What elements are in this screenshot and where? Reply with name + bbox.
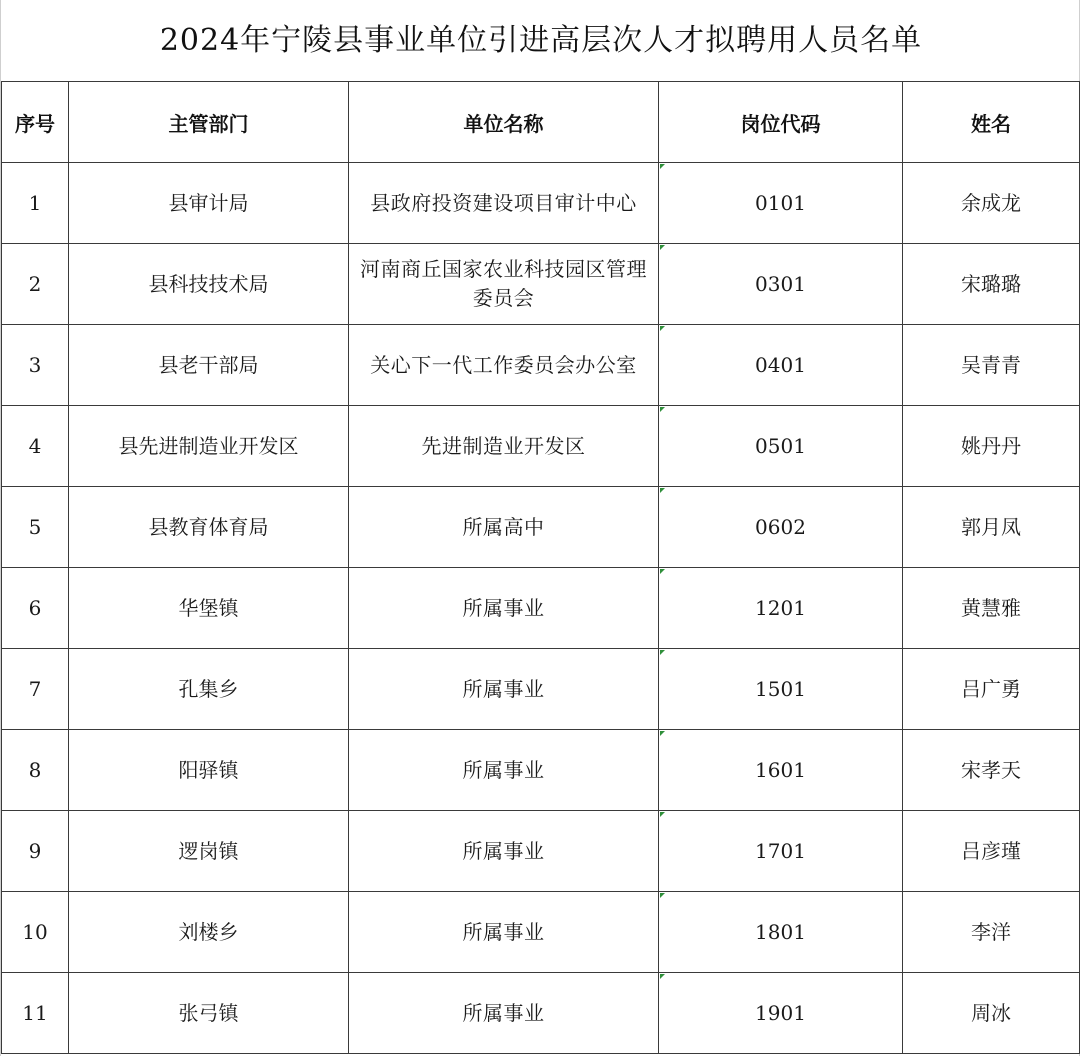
cell-seq: 1: [2, 163, 69, 244]
cell-dept: 县先进制造业开发区: [69, 406, 349, 487]
table-header-row: [2, 82, 1080, 163]
cell-dept: 孔集乡: [69, 649, 349, 730]
header-unit: 单位名称: [349, 82, 659, 163]
cell-code: 0602: [659, 487, 903, 568]
cell-code: 0301: [659, 244, 903, 325]
cell-code: 0101: [659, 163, 903, 244]
document-title: 2024年宁陵县事业单位引进高层次人才拟聘用人员名单: [159, 23, 923, 58]
header-name: 姓名: [903, 82, 1080, 163]
cell-unit: 所属事业: [349, 973, 659, 1054]
table-row: [2, 244, 1080, 325]
cell-dept: 县科技技术局: [69, 244, 349, 325]
cell-dept: 张弓镇: [69, 973, 349, 1054]
cell-code: 1501: [659, 649, 903, 730]
cell-code: 1901: [659, 973, 903, 1054]
table-row: [2, 487, 1080, 568]
cell-unit: 先进制造业开发区: [349, 406, 659, 487]
cell-name: 吴青青: [903, 325, 1080, 406]
cell-seq: 5: [2, 487, 69, 568]
cell-seq: 9: [2, 811, 69, 892]
cell-seq: 3: [2, 325, 69, 406]
cell-name: 郭月凤: [903, 487, 1080, 568]
cell-unit: 所属事业: [349, 568, 659, 649]
hiring-roster-table: [1, 81, 1080, 1054]
cell-unit: 所属事业: [349, 892, 659, 973]
table-row: [2, 325, 1080, 406]
cell-unit: 河南商丘国家农业科技园区管理委员会: [349, 244, 659, 325]
cell-dept: 县老干部局: [69, 325, 349, 406]
cell-unit: 所属事业: [349, 811, 659, 892]
cell-dept: 县审计局: [69, 163, 349, 244]
cell-dept: 逻岗镇: [69, 811, 349, 892]
cell-unit: 县政府投资建设项目审计中心: [349, 163, 659, 244]
cell-unit: 所属事业: [349, 649, 659, 730]
cell-seq: 8: [2, 730, 69, 811]
header-dept: 主管部门: [69, 82, 349, 163]
header-seq: 序号: [2, 82, 69, 163]
cell-name: 余成龙: [903, 163, 1080, 244]
table-row: [2, 892, 1080, 973]
cell-code: 1601: [659, 730, 903, 811]
cell-seq: 11: [2, 973, 69, 1054]
cell-code: 0501: [659, 406, 903, 487]
cell-unit: 所属事业: [349, 730, 659, 811]
cell-code: 1801: [659, 892, 903, 973]
cell-unit: 关心下一代工作委员会办公室: [349, 325, 659, 406]
cell-dept: 刘楼乡: [69, 892, 349, 973]
table-row: [2, 811, 1080, 892]
cell-seq: 10: [2, 892, 69, 973]
cell-name: 宋孝天: [903, 730, 1080, 811]
cell-dept: 华堡镇: [69, 568, 349, 649]
cell-seq: 6: [2, 568, 69, 649]
cell-seq: 4: [2, 406, 69, 487]
header-code: 岗位代码: [659, 82, 903, 163]
cell-dept: 县教育体育局: [69, 487, 349, 568]
cell-code: 1701: [659, 811, 903, 892]
cell-seq: 7: [2, 649, 69, 730]
cell-name: 吕彦瑾: [903, 811, 1080, 892]
table-row: [2, 406, 1080, 487]
cell-unit: 所属高中: [349, 487, 659, 568]
cell-name: 姚丹丹: [903, 406, 1080, 487]
table-row: [2, 163, 1080, 244]
cell-name: 宋璐璐: [903, 244, 1080, 325]
cell-dept: 阳驿镇: [69, 730, 349, 811]
cell-code: 1201: [659, 568, 903, 649]
cell-name: 黄慧雅: [903, 568, 1080, 649]
cell-code: 0401: [659, 325, 903, 406]
table-row: [2, 568, 1080, 649]
cell-seq: 2: [2, 244, 69, 325]
cell-name: 吕广勇: [903, 649, 1080, 730]
table-row: [2, 649, 1080, 730]
cell-name: 周冰: [903, 973, 1080, 1054]
table-row: [2, 730, 1080, 811]
cell-name: 李洋: [903, 892, 1080, 973]
table-row: [2, 973, 1080, 1054]
